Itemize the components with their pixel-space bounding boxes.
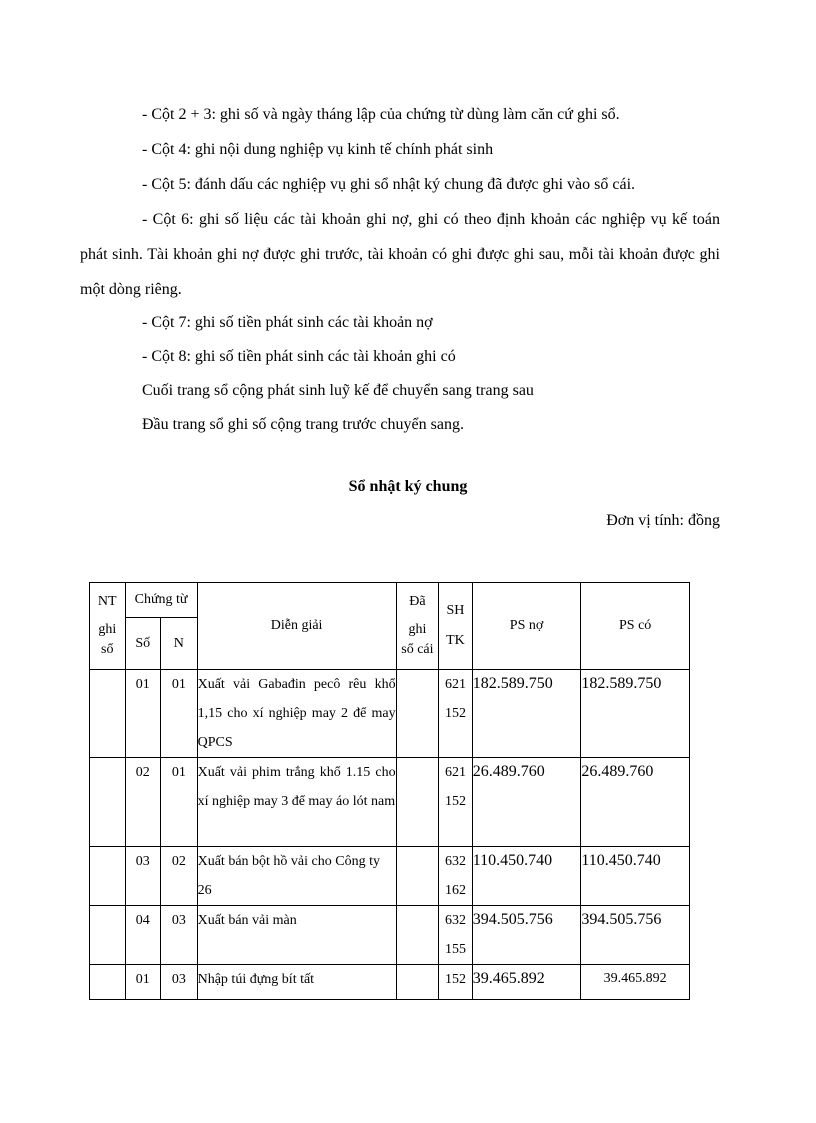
header-nt-line2: ghi: [98, 622, 117, 637]
cell-tk-debit: 632: [444, 854, 466, 869]
cell-ps-no: 110.450.740: [472, 847, 581, 906]
header-ps-no: PS nợ: [472, 583, 581, 670]
cell-nt: [90, 847, 126, 906]
cell-nt: [90, 965, 126, 1000]
cell-tk-debit: 632: [444, 913, 466, 928]
cell-dien-giai: Xuất bán bột hồ vải cho Công ty 26: [197, 847, 396, 906]
header-nt-line1: NT: [97, 594, 117, 609]
cell-tk-debit: 152: [444, 972, 466, 987]
unit-label: Đơn vị tính: đồng: [606, 512, 720, 529]
cell-da-ghi: [396, 906, 439, 965]
cell-ps-co: 394.505.756: [581, 906, 690, 965]
cell-so: 01: [125, 670, 161, 758]
paragraph-cot-4: - Cột 4: ghi nội dung nghiệp vụ kinh tế chính phát sinh: [142, 141, 494, 158]
cell-ps-no: 39.465.892: [472, 965, 581, 1000]
table-row: [90, 906, 690, 965]
cell-sh-tk: [439, 670, 473, 758]
table-row: [90, 670, 690, 758]
cell-dien-giai: Nhập túi đựng bít tất: [197, 965, 396, 1000]
header-da-line1: Đã: [409, 594, 426, 609]
cell-n: 03: [161, 906, 198, 965]
cell-dien-giai: Xuất bán vải màn: [197, 906, 396, 965]
header-n: N: [161, 618, 198, 670]
cell-n: 03: [161, 965, 198, 1000]
cell-tk-credit: 162: [444, 883, 466, 898]
header-sh-line2: TK: [446, 633, 465, 648]
paragraph-cot-5: - Cột 5: đánh dấu các nghiệp vụ ghi sổ nhật ký chung đã được ghi vào sổ cái.: [142, 176, 636, 193]
paragraph-cot-6: - Cột 6: ghi số liệu các tài khoản ghi nợ, ghi có theo định khoản các nghiệp vụ kế toán phát sinh. Tài khoản ghi nợ được ghi trước, tài khoản có ghi được ghi sau, mỗi tài khoản được ghi một dòng riêng.: [80, 211, 720, 298]
cell-so: 02: [125, 758, 161, 847]
cell-n: 02: [161, 847, 198, 906]
table-row: [90, 847, 690, 906]
cell-tk-credit: 152: [444, 706, 466, 721]
cell-dien-giai: Xuất vải phim trắng khổ 1.15 cho xí nghiệp may 3 để may áo lót nam: [197, 758, 396, 847]
cell-tk-credit: 152: [444, 794, 466, 809]
cell-sh-tk: [439, 847, 473, 906]
cell-sh-tk: [439, 906, 473, 965]
cell-da-ghi: [396, 965, 439, 1000]
header-sh-line1: SH: [446, 603, 465, 618]
ledger-title: Sổ nhật ký chung: [348, 478, 468, 495]
cell-ps-no: 182.589.750: [472, 670, 581, 758]
cell-sh-tk: [439, 758, 473, 847]
header-so: Số: [125, 618, 161, 670]
paragraph-cuoi-trang: Cuối trang sổ cộng phát sinh luỹ kế để chuyển sang trang sau: [142, 382, 534, 399]
general-journal-table: [89, 582, 690, 1000]
table-row: [90, 965, 690, 1000]
header-da-line2: ghi: [408, 622, 427, 637]
header-da-ghi-so-cai: [396, 583, 439, 670]
cell-dien-giai: Xuất vải Gabađin pecô rêu khổ 1,15 cho xí nghiệp may 2 để may QPCS: [197, 670, 396, 758]
cell-nt: [90, 906, 126, 965]
cell-ps-co: 110.450.740: [581, 847, 690, 906]
header-nt-ghi-so: [90, 583, 126, 670]
paragraph-cot-2-3: - Cột 2 + 3: ghi số và ngày tháng lập của chứng từ dùng làm căn cứ ghi sổ.: [142, 106, 620, 123]
header-ps-co: PS có: [581, 583, 690, 670]
cell-da-ghi: [396, 758, 439, 847]
header-dien-giai: Diễn giải: [197, 583, 396, 670]
cell-ps-no: 26.489.760: [472, 758, 581, 847]
cell-so: 04: [125, 906, 161, 965]
table-header: [90, 583, 690, 670]
cell-ps-no: 394.505.756: [472, 906, 581, 965]
cell-so: 03: [125, 847, 161, 906]
cell-tk-debit: 621: [444, 677, 466, 692]
cell-tk-credit: 155: [444, 942, 466, 957]
cell-da-ghi: [396, 670, 439, 758]
cell-tk-debit: 621: [444, 765, 466, 780]
cell-da-ghi: [396, 847, 439, 906]
paragraph-cot-7: - Cột 7: ghi số tiền phát sinh các tài khoản nợ: [142, 314, 433, 331]
paragraph-cot-8: - Cột 8: ghi số tiền phát sinh các tài khoản ghi có: [142, 348, 456, 365]
table-row: [90, 758, 690, 847]
table-body: [90, 670, 690, 1000]
cell-nt: [90, 758, 126, 847]
header-nt-line3: sổ: [101, 642, 114, 657]
cell-ps-co: 26.489.760: [581, 758, 690, 847]
paragraph-dau-trang: Đầu trang sổ ghi số cộng trang trước chuyển sang.: [142, 416, 464, 433]
cell-n: 01: [161, 670, 198, 758]
cell-ps-co: 39.465.892: [581, 965, 690, 1000]
cell-n: 01: [161, 758, 198, 847]
header-chung-tu: Chứng từ: [125, 583, 197, 618]
header-da-line3: sổ cái: [401, 642, 434, 657]
cell-ps-co: 182.589.750: [581, 670, 690, 758]
cell-so: 01: [125, 965, 161, 1000]
cell-nt: [90, 670, 126, 758]
cell-sh-tk: [439, 965, 473, 1000]
header-sh-tk: [439, 583, 473, 670]
